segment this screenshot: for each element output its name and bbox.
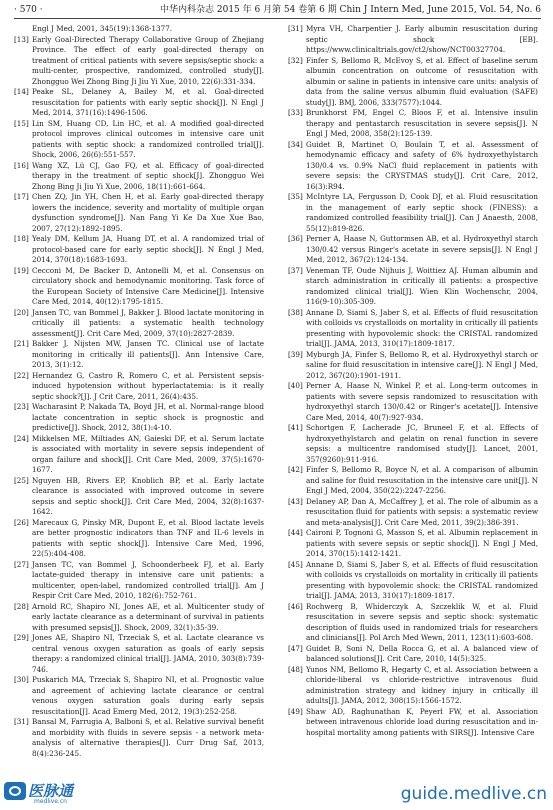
reference-item — [14, 434, 264, 476]
reference-number: [14] — [14, 87, 29, 96]
reference-text: Myra VH, Charpentier J. Early albumin resuscitation during septic shock [EB]. https://www.clinicaltrials.gov/ct2/show/NCT00327704. — [306, 24, 538, 54]
reference-number: [29] — [14, 633, 29, 642]
reference-number: [47] — [288, 643, 303, 653]
reference-number: [43] — [288, 496, 303, 506]
reference-number: [13] — [14, 34, 29, 44]
reference-text: McIntyre LA, Fergusson D, Cook DJ, et al. Fluid resuscitation in the management of early septic shock (FINESS): a randomized controlled feasibility trial[J]. Can J Anaesth, 2008, 55(12):819-826. — [306, 192, 538, 233]
reference-item — [14, 717, 264, 759]
reference-item — [288, 24, 538, 56]
reference-number: [18] — [14, 234, 29, 243]
page-footer — [0, 778, 553, 810]
reference-text: Puskarich MA, Trzeciak S, Shapiro NI, et al. Prognostic value and agreement of achieving lactate clearance or central venous oxygen saturation goals during early sepsis resuscitation[J]. Acad Emerg Med, 2012, 19(3):252-258. — [32, 675, 264, 716]
reference-text: Bansal M, Farrugia A, Balboni S, et al. Relative survival benefit and morbidity with fluids in severe sepsis - a network meta-analysis of alternative therapies[J]. Curr Drug Saf, 2013, 8(4):236-245. — [32, 717, 264, 758]
reference-item — [288, 644, 538, 665]
reference-number: [49] — [288, 706, 303, 716]
reference-text: Lin SM, Huang CD, Lin HC, et al. A modified goal-directed protocol improves clinical outcomes in intensive care unit patients with septic shock: a randomized controlled trial[J]. Shock, 2006, 26(6):551-557. — [32, 118, 264, 159]
reference-number: [38] — [288, 307, 303, 317]
reference-number: [23] — [14, 402, 29, 411]
reference-number: [31] — [14, 717, 29, 726]
reference-column-right — [288, 24, 538, 738]
reference-text: Perner A, Haase N, Winkel P, et al. Long-term outcomes in patients with severe sepsis randomized to resuscitation with hydroxyethyl starch 130/0.42 or Ringer's acetate[J]. Intensive Care Med, 2014, 40(7):927-934. — [306, 381, 538, 422]
medlive-logo — [4, 780, 88, 806]
reference-number: [36] — [288, 234, 303, 243]
reference-item — [14, 602, 264, 634]
reference-text: Chen ZQ, Jin YH, Chen H, et al. Early goal-directed therapy lowers the incidence, severity and mortality of multiple organ dysfunction syndrome[J]. Nan Fang Yi Ke Da Xue Xue Bao, 2007, 27(12):1892-1895. — [32, 192, 264, 233]
reference-number: [34] — [288, 139, 303, 149]
reference-number: [33] — [288, 108, 303, 117]
reference-number: [41] — [288, 423, 303, 432]
reference-number: [32] — [288, 55, 303, 65]
reference-number: [28] — [14, 601, 29, 611]
reference-number: [42] — [288, 465, 303, 474]
reference-text: Guidet B, Soni N, Della Rocca G, et al. A balanced view of balanced solutions[J]. Crit Care, 2010, 14(5):325. — [306, 643, 538, 663]
reference-item — [14, 371, 264, 403]
reference-item — [288, 465, 538, 497]
reference-text: Jones AE, Shapiro NI, Trzeciak S, et al. Lactate clearance vs central venous oxygen saturation as goals of early sepsis therapy: a randomized clinical trial[J]. JAMA, 2010, 303(8):739-746. — [32, 633, 264, 674]
reference-text: Perner A, Haase N, Guttormsen AB, et al. Hydroxyethyl starch 130/0.42 versus Ringer's acetate in severe sepsis[J]. N Engl J Med, 2012, 367(2):124-134. — [306, 234, 538, 264]
reference-text: Brunkhorst FM, Engel C, Bloos F, et al. Intensive insulin therapy and pentastarch resuscitation in severe sepsis[J]. N Engl J Med, 2008, 358(2):125-139. — [306, 108, 538, 138]
reference-number: [15] — [14, 118, 29, 128]
reference-text: Annane D, Siami S, Jaber S, et al. Effects of fluid resuscitation with colloids vs crystalloids on mortality in critically ill patients presenting with hypovolemic shock: the CRISTAL randomized trial[J]. JAMA, 2013, 310(17):1809-1817. — [306, 559, 538, 600]
reference-item — [288, 381, 538, 423]
reference-text: Yealy DM, Kellum JA, Huang DT, et al. A randomized trial of protocol-based care for early septic shock[J]. N Engl J Med, 2014, 370(18):1683-1693. — [32, 234, 264, 264]
reference-item — [288, 234, 538, 266]
reference-number: [20] — [14, 307, 29, 317]
reference-number: [26] — [14, 517, 29, 527]
page-number: · 570 · — [14, 5, 43, 15]
reference-item — [288, 308, 538, 350]
reference-number: [19] — [14, 265, 29, 275]
header-rule — [14, 18, 541, 19]
reference-number: [37] — [288, 265, 303, 275]
reference-text: Cecconi M, De Backer D, Antonelli M, et al. Consensus on circulatory shock and hemodynamic monitoring. Task force of the European Society of Intensive Care Medicine[J]. Intensive Care Med, 2014, 40(12):1795-1815. — [32, 265, 264, 306]
reference-text: Yunos NM, Bellomo R, Hegarty C, et al. Association between a chloride-liberal vs chloride-restrictive intravenous fluid administration strategy and kidney injury in critically ill adults[J]. JAMA, 2012, 308(15):1566-1572. — [306, 664, 538, 705]
reference-item — [14, 308, 264, 340]
reference-item — [288, 497, 538, 529]
reference-item — [14, 87, 264, 119]
reference-item — [14, 234, 264, 266]
reference-number: [48] — [288, 664, 303, 674]
reference-item — [288, 140, 538, 193]
reference-number: [17] — [14, 192, 29, 201]
reference-text: Shaw AD, Raghunathan K, Peyerl FW, et al. Association between intravenous chloride load during resuscitation and in-hospital mortality among patients with SIRS[J]. Intensive Care — [306, 706, 538, 737]
reference-item — [288, 528, 538, 560]
reference-item — [288, 665, 538, 707]
reference-item — [288, 192, 538, 234]
reference-number: [27] — [14, 559, 29, 569]
reference-item — [14, 119, 264, 161]
reference-item — [14, 518, 264, 560]
reference-text: Marecaux G, Pinsky MR, Dupont E, et al. Blood lactate levels are better prognostic indicators than TNF and IL-6 levels in patients with septic shock[J]. Intensive Care Med, 1996, 22(5):404-408. — [32, 517, 264, 558]
reference-item — [288, 423, 538, 465]
reference-number: [39] — [288, 349, 303, 359]
reference-text: Veneman TF, Oude Nijhuis J, Woittiez AJ. Human albumin and starch administration in critically ill patients: a prospective randomized clinical trial[J]. Wien Klin Wochenschr, 2004, 116(9-10):305-309. — [306, 265, 538, 306]
reference-text: Schortgen F, Lacherade JC, Bruneel F, et al. Effects of hydroxyethylstarch and gelatin on renal function in severe sepsis: a multicentre randomised study[J]. Lancet, 2001, 357(9260):911-916. — [306, 423, 538, 464]
watermark-url: guide.medlive.cn — [400, 784, 547, 804]
reference-text: Wang XZ, Lü CJ, Gao FQ, et al. Efficacy of goal-directed therapy in the treatment of septic shock[J]. Zhongguo Wei Zhong Bing Ji Jiu Yi Xue, 2006, 18(11):661-664. — [32, 160, 264, 191]
reference-text: Annane D, Siami S, Jaber S, et al. Effects of fluid resuscitation with colloids vs crystalloids on mortality in critically ill patients presenting with hypovolemic shock: the CRISTAL randomized trial[J]. JAMA, 2013, 310(17):1809-1817. — [306, 307, 538, 348]
logo-subtext: medlive.cn — [34, 798, 67, 805]
reference-text: Hernandez G, Castro R, Romero C, et al. Persistent sepsis-induced hypotension without hyperlactatemia: is it really septic shock?[J]. J Crit Care, 2011, 26(4):435. — [32, 370, 264, 401]
reference-item — [14, 402, 264, 434]
reference-text: Finfer S, Bellomo R, McEvoy S, et al. Effect of baseline serum albumin concentration on outcome of resuscitation with albumin or saline in patients in intensive care units: analysis of data from the saline versus albumin fluid evaluation (SAFE) study[J]. BMJ, 2006, 333(7577):1044. — [306, 55, 538, 107]
reference-text: Wacharasint P, Nakada TA, Boyd JH, et al. Normal-range blood lactate concentration in septic shock is prognostic and predictive[J]. Shock, 2012, 38(1):4-10. — [32, 402, 264, 432]
reference-item — [288, 56, 538, 109]
reference-number: [25] — [14, 475, 29, 485]
reference-text: Bakker J, Nijsten MW, Jansen TC. Clinical use of lactate monitoring in critically ill patients[J]. Ann Intensive Care, 2013, 3(1):12. — [32, 339, 264, 369]
reference-item — [14, 675, 264, 717]
reference-text: Rochwerg B, Whiderczyk A, Szczeklik W, et al. Fluid resuscitation in severe sepsis and septic shock: systematic description of fluids used in randomized trials for researchers and clinicians[J]. Pol Arch Med Wewn, 2011, 123(11):603-608. — [306, 601, 538, 642]
reference-item — [14, 339, 264, 371]
reference-item — [14, 633, 264, 675]
reference-column-left — [14, 24, 264, 759]
reference-number: [22] — [14, 370, 29, 380]
reference-item — [14, 560, 264, 602]
reference-text: Delaney AP, Dan A, McCaffrey J, et al. The role of albumin as a resuscitation fluid for patients with sepsis: a systematic review and meta-analysis[J]. Crit Care Med, 2011, 39(2):386-391. — [306, 496, 538, 527]
reference-item — [288, 602, 538, 644]
reference-text: Myburgh JA, Finfer S, Bellomo R, et al. Hydroxyethyl starch or saline for fluid resuscitation in intensive care[J]. N Engl J Med, 2012, 367(20):1901-1911. — [306, 349, 538, 380]
reference-number: [45] — [288, 559, 303, 569]
reference-item — [288, 108, 538, 140]
reference-item — [14, 24, 264, 35]
reference-text: Mikkelsen ME, Miltiades AN, Gaieski DF, et al. Serum lactate is associated with mortality in severe sepsis independent of organ failure and shock[J]. Crit Care Med, 2009, 37(5):1670-1677. — [32, 433, 264, 474]
reference-text: Arnold RC, Shapiro NI, Jones AE, et al. Multicenter study of early lactate clearance as a determinant of survival in patients with presumed sepsis[J]. Shock, 2009, 32(1):35-39. — [32, 601, 264, 632]
reference-item — [14, 476, 264, 518]
reference-number: [21] — [14, 339, 29, 348]
reference-text: Engl J Med, 2001, 345(19):1368-1377. — [32, 24, 173, 33]
reference-text: Jansen TC, van Bommel J, Schoonderbeek FJ, et al. Early lactate-guided therapy in intensive care unit patients: a multicenter, open-label, randomized controlled trial[J]. Am J Respir Crit Care Med, 2010, 182(6):752-761. — [32, 559, 264, 600]
reference-number: [46] — [288, 601, 303, 611]
reference-item — [288, 266, 538, 308]
reference-text: Peake SL, Delaney A, Bailey M, et al. Goal-directed resuscitation for patients with early septic shock[J]. N Engl J Med, 2014, 371(16):1496-1506. — [32, 87, 264, 117]
logo-text: 医脉通 — [28, 782, 74, 800]
page-header — [0, 0, 553, 20]
reference-number: [31] — [288, 24, 303, 33]
reference-item — [14, 161, 264, 193]
reference-number: [35] — [288, 192, 303, 201]
reference-text: Early Goal-Directed Therapy Collaborative Group of Zhejiang Province. The effect of early goal-directed therapy on treatment of critical patients with severe sepsis/septic shock: a multi-center, prospective, randomized, controlled study[J]. Zhongguo Wei Zhong Bing Ji Jiu Yi Xue, 2010, 22(6):331-334. — [32, 34, 264, 86]
medlive-logo-icon — [4, 782, 26, 800]
reference-number: [30] — [14, 675, 29, 684]
reference-text: Finfer S, Bellomo R, Boyce N, et al. A comparison of albumin and saline for fluid resuscitation in the intensive care unit[J]. N Engl J Med, 2004, 350(22):2247-2256. — [306, 465, 538, 495]
reference-item — [14, 192, 264, 234]
journal-info: 中华内科杂志 2015 年 6 月第 54 卷第 6 期 Chin J Intern Med, June 2015, Vol. 54, No. 6 — [160, 5, 541, 15]
reference-item — [288, 560, 538, 602]
reference-item — [14, 35, 264, 88]
reference-text: Guidet B, Martinet O, Boulain T, et al. Assessment of hemodynamic efficacy and safety of 6% hydroxyethylstarch 130/0.4 vs. 0.9% NaCl fluid replacement in patients with severe sepsis: the CRYSTMAS study[J]. Crit Care, 2012, 16(3):R94. — [306, 139, 538, 191]
reference-text: Caironi P, Tognoni G, Masson S, et al. Albumin replacement in patients with severe sepsis or septic shock[J]. N Engl J Med, 2014, 370(15):1412-1421. — [306, 528, 538, 558]
reference-text: Nguyen HB, Rivers EP, Knoblich BP, et al. Early lactate clearance is associated with improved outcome in severe sepsis and septic shock[J]. Crit Care Med, 2004, 32(8):1637-1642. — [32, 475, 264, 516]
reference-number: [44] — [288, 528, 303, 537]
reference-text: Jansen TC, van Bommel J, Bakker J. Blood lactate monitoring in critically ill patients: a systematic health technology assessment[J]. Crit Care Med, 2009, 37(10):2827-2839. — [32, 307, 264, 338]
reference-item — [288, 707, 538, 739]
reference-item — [14, 266, 264, 308]
reference-number: [24] — [14, 433, 29, 443]
reference-item — [288, 350, 538, 382]
reference-number: [16] — [14, 160, 29, 170]
reference-number: [40] — [288, 381, 303, 390]
